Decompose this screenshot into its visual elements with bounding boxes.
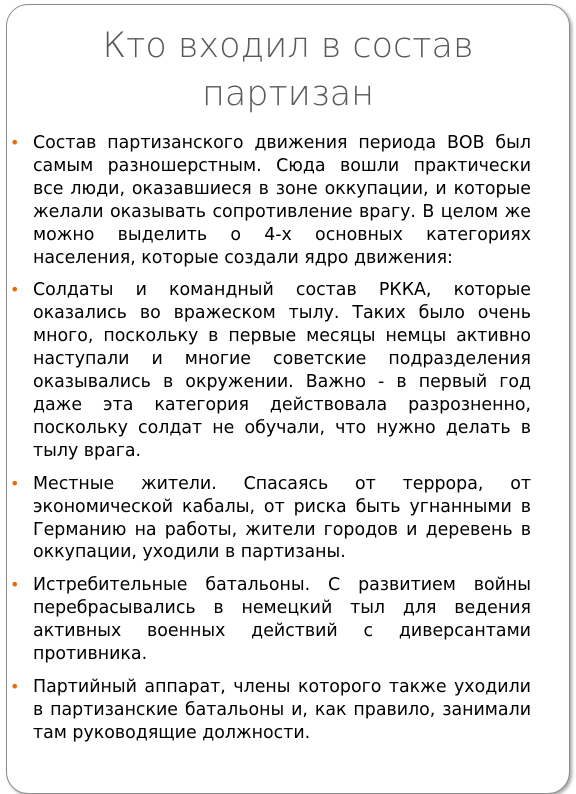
bullet-marker-icon: • [10,280,20,300]
bullet-text: Истребительные батальоны. С развитием войны перебрасывались в немецкий тыл для ведения активных военных действий с диверсантами противника. [33,575,531,665]
bullet-text: Солдаты и командный состав РККА, которые оказались во вражеском тылу. Таких было очень много, поскольку в первые месяцы немцы активно наступали и многие советские подразделения оказывались в окружении. Важно - в первый год даже эта категория действовала разрозненно, поскольку солдат не обучали, что нужно делать в тылу врага. [33,280,531,461]
bullet-marker-icon: • [10,473,20,493]
bullet-marker-icon: • [10,676,20,696]
bullet-item [10,279,531,462]
bullet-list [10,132,531,755]
slide-title [0,22,576,118]
slide-title-line-1: Кто входил в состав [102,26,474,66]
bullet-marker-icon: • [10,575,20,595]
slide-title-line-2: партизан [201,74,375,114]
bullet-text: Состав партизанского движения периода ВОВ был самым разношерстным. Сюда вошли практически все люди, оказавшиеся в зоне оккупации, и которые желали оказывать сопротивление врагу. В целом же можно выделить о 4-х основных категориях населения, которые создали ядро движения: [33,133,531,268]
bullet-item [10,574,531,666]
bullet-item [10,473,531,565]
bullet-item [10,132,531,269]
bullet-item [10,676,531,745]
bullet-text: Местные жители. Спасаясь от террора, от экономической кабалы, от риска быть угнанными в Германию на работы, жители городов и деревень в оккупации, уходили в партизаны. [33,473,531,563]
bullet-text: Партийный аппарат, члены которого также уходили в партизанские батальоны и, как правило, занимали там руководящие должности. [33,676,531,743]
bullet-marker-icon: • [10,133,20,152]
